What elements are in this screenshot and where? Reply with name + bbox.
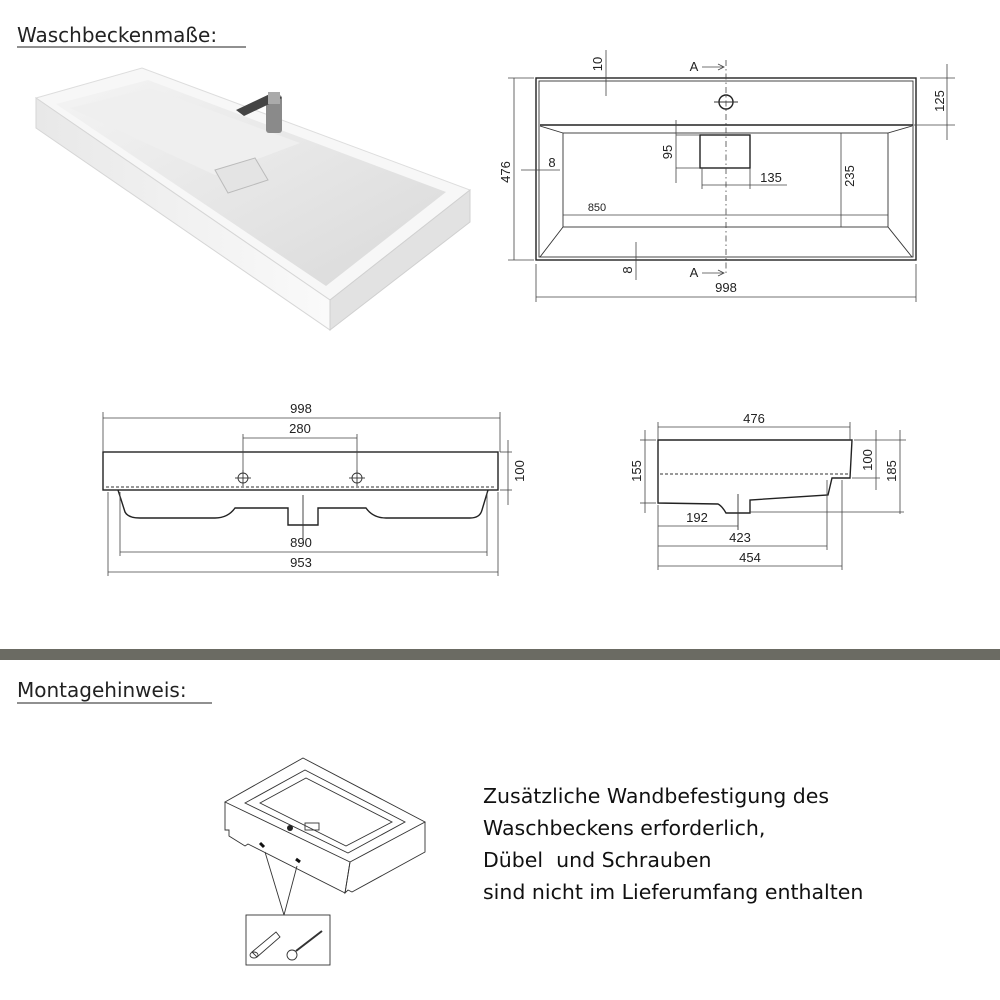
screw-icon xyxy=(287,931,322,960)
note-line: sind nicht im Lieferumfang enthalten xyxy=(483,880,864,904)
section-marker-bottom: A xyxy=(689,265,699,280)
dim-total-height: 185 xyxy=(884,460,899,482)
dim-side-bottom-depth: 454 xyxy=(739,550,761,565)
dim-overflow-depth: 95 xyxy=(660,144,675,160)
mounting-note xyxy=(483,784,863,904)
dim-basin-depth: 235 xyxy=(842,165,857,187)
front-view-drawing xyxy=(103,401,527,576)
dim-plan-width: 998 xyxy=(715,280,737,295)
section-marker-top: A xyxy=(689,59,699,74)
dim-hole-spacing: 280 xyxy=(289,421,311,436)
note-line: Waschbeckens erforderlich, xyxy=(483,816,766,840)
dim-rim-side: 8 xyxy=(548,155,556,170)
sink-photo xyxy=(36,68,470,330)
dim-side-left-height: 155 xyxy=(629,460,644,482)
dim-rim-bottom: 8 xyxy=(620,266,635,274)
dim-basin-width: 850 xyxy=(587,202,607,214)
dim-bowl-width: 890 xyxy=(290,535,312,550)
dim-overflow-width: 135 xyxy=(760,170,782,185)
dim-rim-top: 10 xyxy=(590,56,605,72)
dim-drain-offset: 192 xyxy=(686,510,708,525)
dim-rim-height: 100 xyxy=(860,449,875,471)
wall-plug-icon xyxy=(250,932,280,958)
mounting-heading: Montagehinweis: xyxy=(17,678,187,702)
note-line: Zusätzliche Wandbefestigung des xyxy=(483,784,830,808)
dim-side-bowl-depth: 423 xyxy=(729,530,751,545)
dim-plan-depth: 476 xyxy=(498,161,513,183)
dimensions-heading: Waschbeckenmaße: xyxy=(17,23,218,47)
dim-side-depth: 476 xyxy=(743,411,765,426)
dim-front-height: 100 xyxy=(512,460,527,482)
side-view-drawing xyxy=(629,411,906,570)
section-separator xyxy=(0,649,1000,660)
mounting-illustration xyxy=(225,758,425,965)
dim-bottom-width: 953 xyxy=(290,555,312,570)
dim-front-width: 998 xyxy=(290,401,312,416)
dim-deck-depth: 125 xyxy=(932,90,947,112)
plan-view-drawing xyxy=(498,50,955,302)
note-line: Dübel und Schrauben xyxy=(483,848,712,872)
